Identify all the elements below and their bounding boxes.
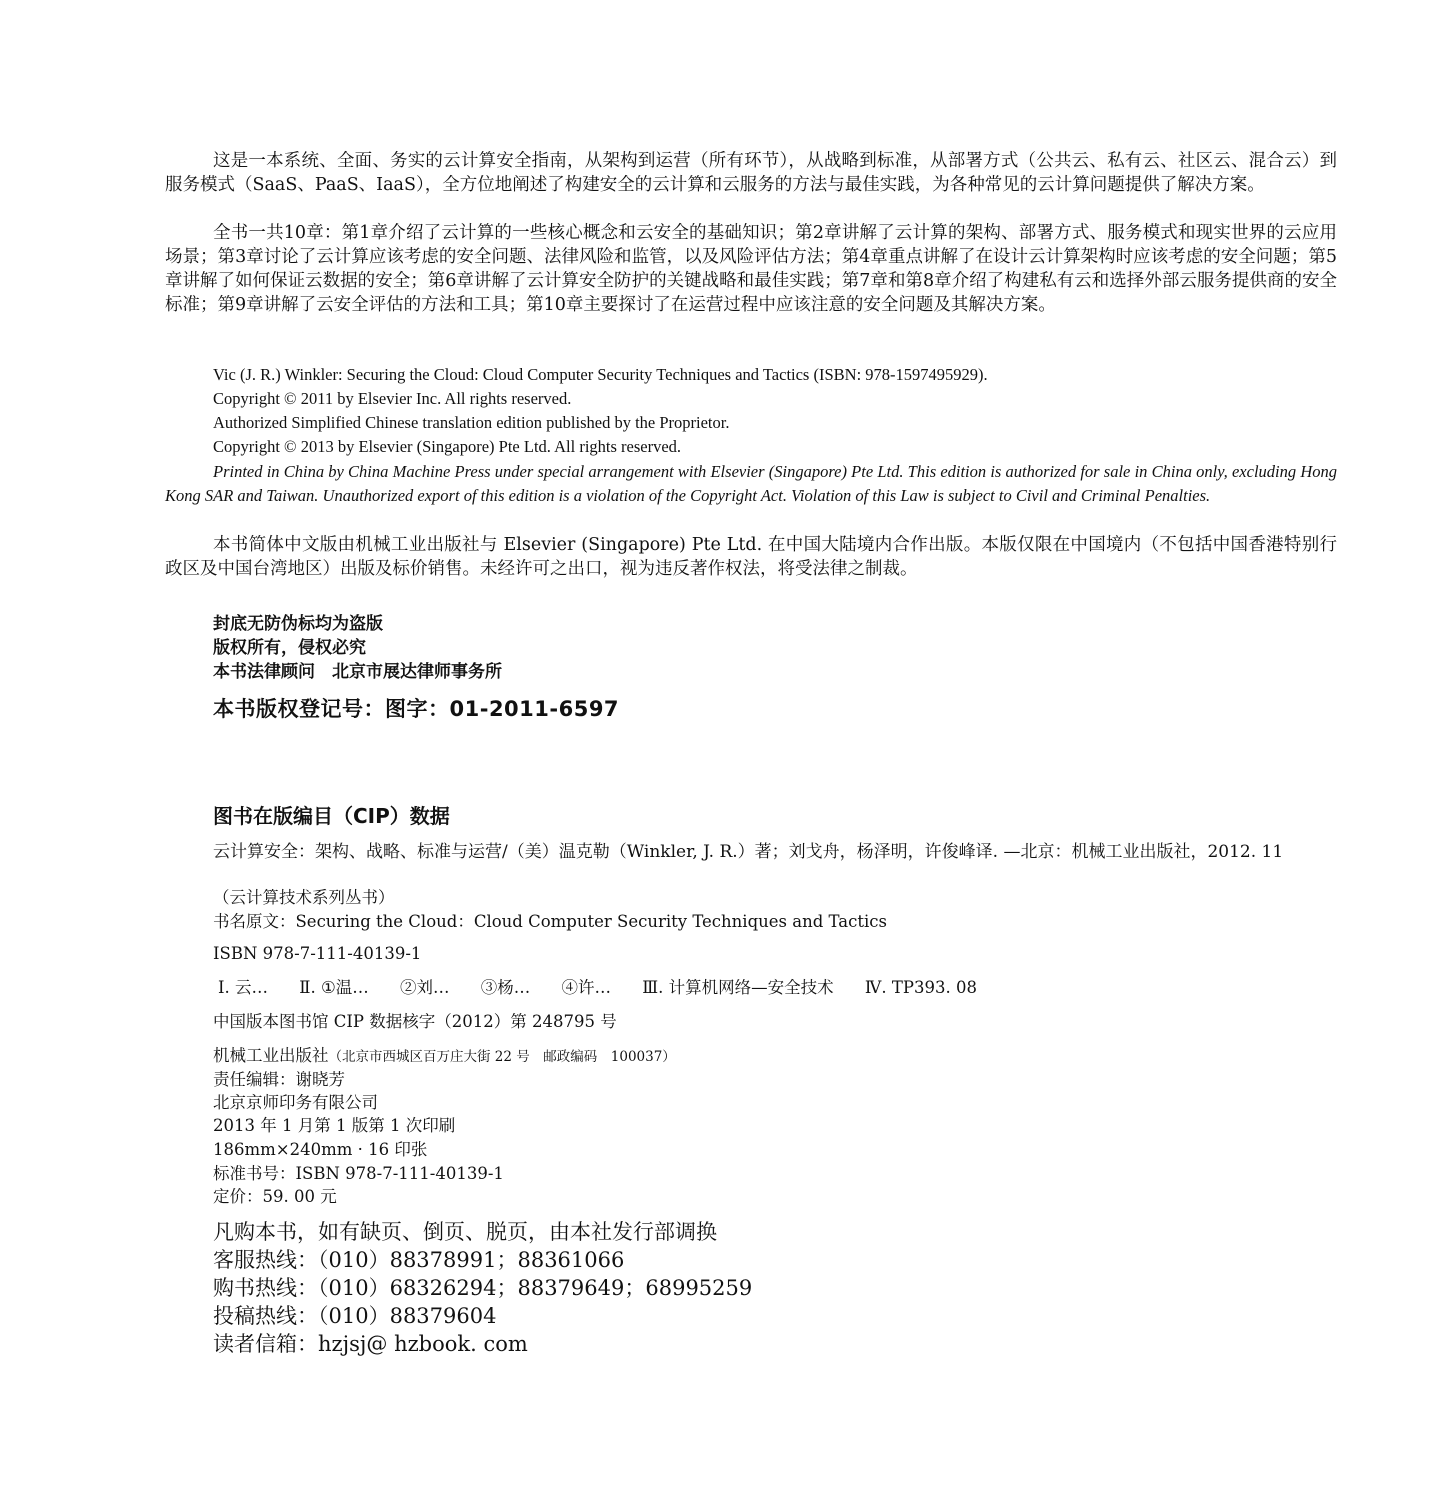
intro-paragraph-2: 全书一共10章：第1章介绍了云计算的一些核心概念和云安全的基础知识；第2章讲解了云计算的架构、部署方式、服务模式和现实世界的云应用场景；第3章讨论了云计算应该考虑的安全问题、法律风险和监管，以及风险评估方法；第4章重点讲解了在设计云计算架构时应该考虑的安全问题；第5章讲解了如何保证云数据的安全；第6章讲解了云计算安全防护的关键战略和最佳实践；第7章和第8章介绍了构建私有云和选择外部云服务提供商的安全标准；第9章讲解了云安全评估的方法和工具；第10章主要探讨了在运营过程中应该注意的安全问题及其解决方案。 <box>165 223 1337 315</box>
classification-item: ③杨… <box>480 978 531 997</box>
authorized-translation-line: Authorized Simplified Chinese translation edition published by the Proprietor. <box>213 413 730 432</box>
submission-hotline: 投稿热线：（010）88379604 <box>213 1304 497 1328</box>
responsible-editor: 责任编辑：谢晓芳 <box>213 1070 345 1089</box>
cip-series: （云计算技术系列丛书） <box>213 888 395 907</box>
printed-in-china-paragraph: Printed in China by China Machine Press under special arrangement with Elsevier (Singapore) Pte Ltd. This edition is authorized for sale in China only, excluding Hong Kong SAR and Taiwan. Unauthorized export of this edition is a violation of the Copyright Act. Violation of this Law is subject to Civil and Criminal Penalties. <box>165 462 1337 505</box>
cip-classification <box>218 976 977 1000</box>
classification-item: ④许… <box>561 978 612 997</box>
cip-original-title: 书名原文：Securing the Cloud：Cloud Computer Security Techniques and Tactics <box>213 912 887 931</box>
cip-isbn: ISBN 978-7-111-40139-1 <box>213 944 422 963</box>
edition-line: 2013 年 1 月第 1 版第 1 次印刷 <box>213 1116 456 1135</box>
service-hotline: 客服热线：（010）88378991；88361066 <box>213 1248 625 1272</box>
publisher-name: 机械工业出版社 <box>213 1046 329 1065</box>
cip-entry: 云计算安全：架构、战略、标准与运营/（美）温克勒（Winkler, J. R.）著；刘戈舟，杨泽明，许俊峰译. —北京：机械工业出版社，2012. 11 <box>213 842 1284 862</box>
classification-item: Ⅱ. ①温… <box>299 978 369 997</box>
publisher-line <box>213 1044 676 1069</box>
publisher-address: （北京市西城区百万庄大街 22 号 邮政编码 100037） <box>328 1049 676 1065</box>
legal-counsel-line: 本书法律顾问 北京市展达律师事务所 <box>213 662 502 682</box>
reader-email: 读者信箱：hzjsj@ hzbook. com <box>213 1332 528 1356</box>
classification-item: ②刘… <box>400 978 450 997</box>
format-line: 186mm×240mm · 16 印张 <box>213 1140 428 1159</box>
rights-reserved-line: 版权所有，侵权必究 <box>213 638 366 658</box>
cip-number: 中国版本图书馆 CIP 数据核字（2012）第 248795 号 <box>213 1012 617 1031</box>
cip-title: 图书在版编目（CIP）数据 <box>213 804 450 828</box>
standard-book-number: 标准书号：ISBN 978-7-111-40139-1 <box>213 1164 504 1183</box>
replacement-notice: 凡购本书，如有缺页、倒页、脱页，由本社发行部调换 <box>213 1220 717 1244</box>
copyright-2013-line: Copyright © 2013 by Elsevier (Singapore) Pte Ltd. All rights reserved. <box>213 437 682 456</box>
printer: 北京京师印务有限公司 <box>213 1093 378 1112</box>
anti-piracy-line: 封底无防伪标均为盗版 <box>213 614 383 634</box>
price-line: 定价：59. 00 元 <box>213 1187 337 1206</box>
classification-item: Ⅳ. TP393. 08 <box>864 978 977 997</box>
chinese-edition-notice: 本书简体中文版由机械工业出版社与 Elsevier (Singapore) Pte Ltd. 在中国大陆境内合作出版。本版仅限在中国境内（不包括中国香港特别行政区及中国台湾地区）出版及标价销售。未经许可之出口，视为违反著作权法，将受法律之制裁。 <box>165 535 1337 579</box>
purchase-hotline: 购书热线：（010）68326294；88379649；68995259 <box>213 1276 753 1300</box>
copyright-registration-number: 本书版权登记号：图字：01-2011-6597 <box>213 697 620 721</box>
classification-item: Ⅰ. 云… <box>218 978 269 997</box>
copyright-2011-line: Copyright © 2011 by Elsevier Inc. All rights reserved. <box>213 389 572 408</box>
intro-paragraph-1: 这是一本系统、全面、务实的云计算安全指南，从架构到运营（所有环节），从战略到标准，从部署方式（公共云、私有云、社区云、混合云）到服务模式（SaaS、PaaS、IaaS），全方位地阐述了构建安全的云计算和云服务的方法与最佳实践，为各种常见的云计算问题提供了解决方案。 <box>165 151 1337 195</box>
original-edition-line: Vic (J. R.) Winkler: Securing the Cloud: Cloud Computer Security Techniques and Tactics (ISBN: 978-1597495929). <box>213 365 988 384</box>
classification-item: Ⅲ. 计算机网络—安全技术 <box>642 978 834 997</box>
